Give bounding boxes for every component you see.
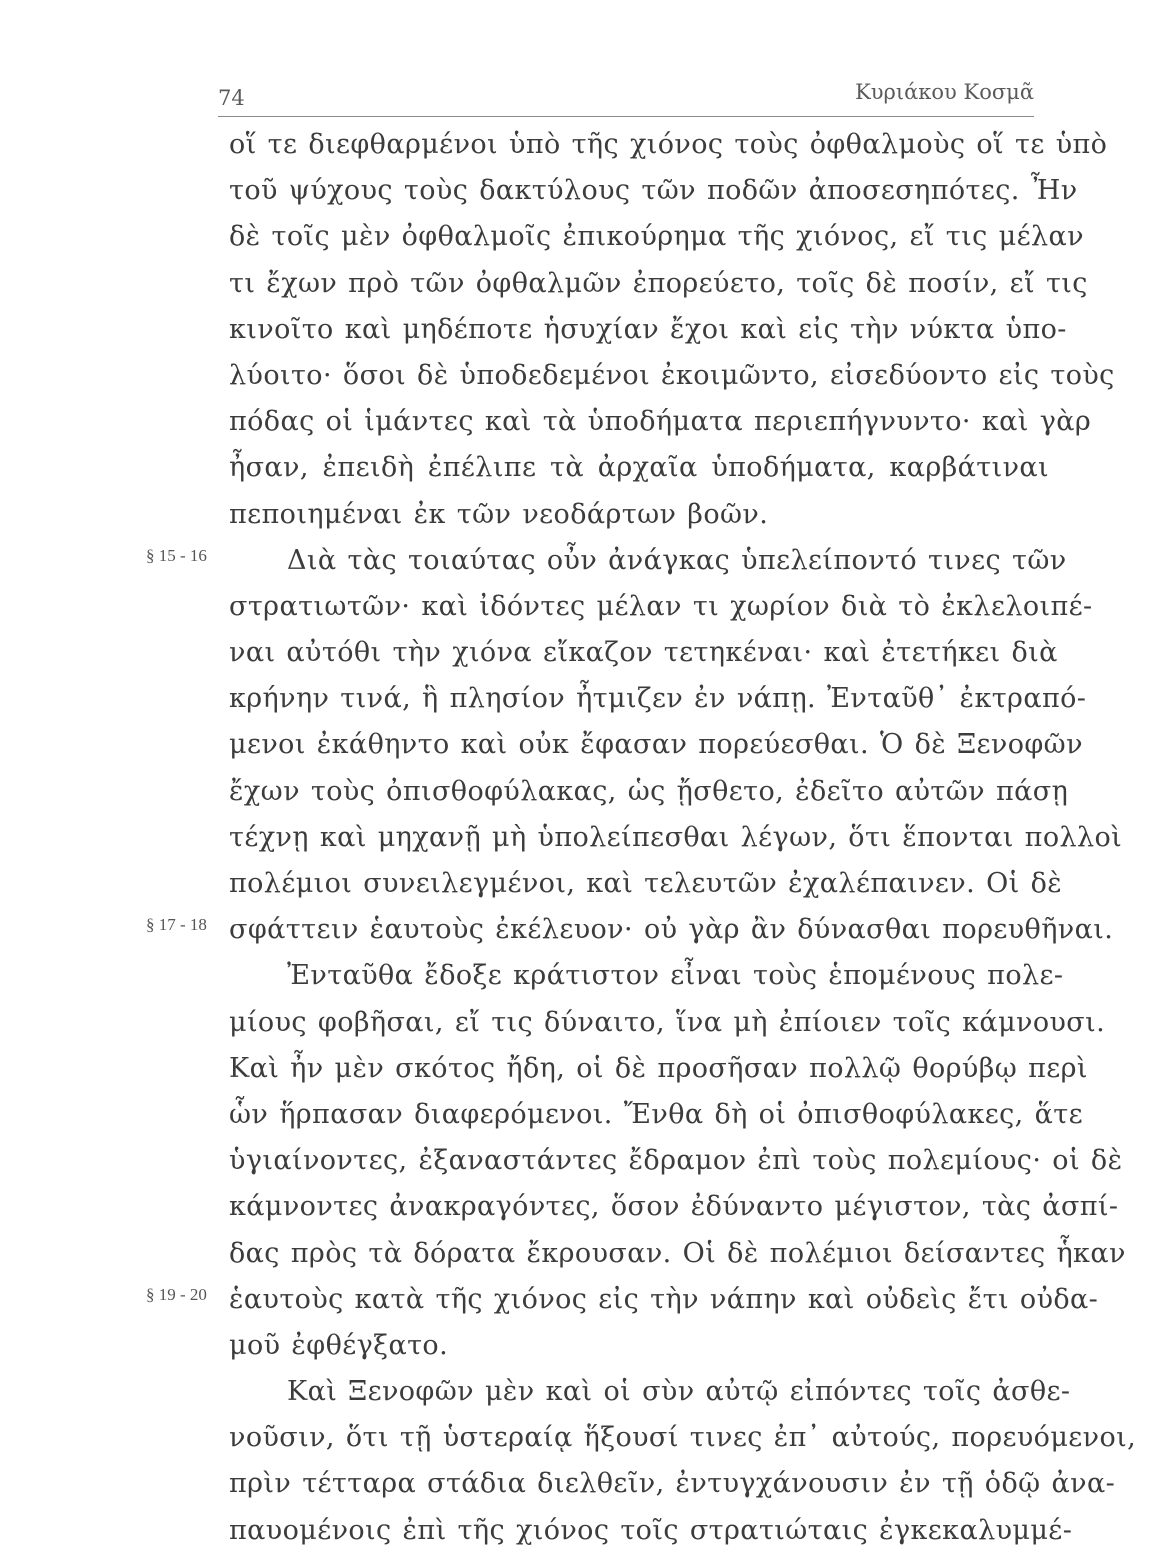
text-line: πεποιημέναι ἐκ τῶν νεοδάρτων βοῶν.	[229, 498, 769, 530]
text-line: ὧν ἥρπασαν διαφερόμενοι. Ἔνθα δὴ οἱ ὀπισθοφύλακες, ἅτε	[229, 1098, 1083, 1130]
text-line: μίους φοβῆσαι, εἴ τις δύναιτο, ἵνα μὴ ἐπίοιεν τοῖς κάμνουσι.	[229, 1006, 1106, 1038]
page-number: 74	[218, 86, 245, 110]
text-line: κρήνην τινά, ἣ πλησίον ἦτμιζεν ἐν νάπῃ. Ἐνταῦθ᾽ ἐκτραπό-	[229, 683, 1087, 715]
text-line: Ἐνταῦθα ἔδοξε κράτιστον εἶναι τοὺς ἑπομένους πολε-	[287, 960, 1064, 992]
text-line: δὲ τοῖς μὲν ὀφθαλμοῖς ἐπικούρημα τῆς χιόνος, εἴ τις μέλαν	[229, 221, 1084, 253]
text-line: οἵ τε διεφθαρμένοι ὑπὸ τῆς χιόνος τοὺς ὀφθαλμοὺς οἵ τε ὑπὸ	[229, 129, 1108, 160]
text-line: ἔχων τοὺς ὀπισθοφύλακας, ὡς ᾔσθετο, ἐδεῖτο αὐτῶν πάσῃ	[229, 775, 1069, 807]
body-text	[229, 122, 1137, 1554]
text-line: μοῦ ἐφθέγξατο.	[229, 1329, 449, 1361]
running-header	[218, 72, 1034, 117]
text-line: κάμνοντες ἀνακραγόντες, ὅσον ἐδύναντο μέγιστον, τὰς ἀσπί-	[229, 1191, 1119, 1223]
text-line: ἑαυτοὺς κατὰ τῆς χιόνος εἰς τὴν νάπην καὶ οὐδεὶς ἔτι οὐδα-	[229, 1283, 1099, 1315]
text-line: δας πρὸς τὰ δόρατα ἔκρουσαν. Οἱ δὲ πολέμιοι δείσαντες ἧκαν	[229, 1237, 1126, 1269]
text-line: σφάττειν ἑαυτοὺς ἐκέλευον· οὐ γὰρ ἂν δύνασθαι πορευθῆναι.	[229, 914, 1114, 946]
text-line: τέχνῃ καὶ μηχανῇ μὴ ὑπολείπεσθαι λέγων, ὅτι ἕπονται πολλοὶ	[229, 821, 1123, 853]
text-line: πόδας οἱ ἱμάντες καὶ τὰ ὑποδήματα περιεπήγνυντο· καὶ γὰρ	[229, 406, 1092, 438]
section-reference: § 15 - 16	[146, 545, 207, 565]
text-line: πολέμιοι συνειλεγμένοι, καὶ τελευτῶν ἐχαλέπαινεν. Οἱ δὲ	[229, 868, 1063, 899]
text-line: τοῦ ψύχους τοὺς δακτύλους τῶν ποδῶν ἀποσεσηπότες. Ἦν	[229, 175, 1078, 207]
text-line: ὑγιαίνοντες, ἐξαναστάντες ἔδραμον ἐπὶ τοὺς πολεμίους· οἱ δὲ	[229, 1145, 1123, 1177]
text-line: στρατιωτῶν· καὶ ἰδόντες μέλαν τι χωρίον διὰ τὸ ἐκλελοιπέ-	[229, 590, 1093, 622]
section-reference: § 17 - 18	[146, 915, 207, 935]
text-line: Διὰ τὰς τοιαύτας οὖν ἀνάγκας ὑπελείποντό τινες τῶν	[287, 544, 1067, 576]
text-line: Καὶ Ξενοφῶν μὲν καὶ οἱ σὺν αὐτῷ εἰπόντες τοῖς ἀσθε-	[287, 1376, 1071, 1408]
text-line: τι ἔχων πρὸ τῶν ὀφθαλμῶν ἐπορεύετο, τοῖς δὲ ποσίν, εἴ τις	[229, 267, 1088, 299]
text-line: ἦσαν, ἐπειδὴ ἐπέλιπε τὰ ἀρχαῖα ὑποδήματα, καρβάτιναι	[229, 452, 1049, 484]
text-line: νοῦσιν, ὅτι τῇ ὑστεραίᾳ ἥξουσί τινες ἐπ᾽ αὐτούς, πορευόμενοι,	[229, 1422, 1137, 1454]
text-line: λύοιτο· ὅσοι δὲ ὑποδεδεμένοι ἐκοιμῶντο, εἰσεδύοντο εἰς τοὺς	[229, 359, 1115, 391]
text-line: παυομένοις ἐπὶ τῆς χιόνος τοῖς στρατιώταις ἐγκεκαλυμμέ-	[229, 1514, 1073, 1546]
text-line: πρὶν τέτταρα στάδια διελθεῖν, ἐντυγχάνουσιν ἐν τῇ ὁδῷ ἀνα-	[229, 1468, 1116, 1500]
text-line: κινοῖτο καὶ μηδέποτε ἡσυχίαν ἔχοι καὶ εἰς τὴν νύκτα ὑπο-	[229, 313, 1067, 345]
running-title: Κυριάκου Κοσμᾶ	[855, 80, 1034, 104]
text-line: ναι αὐτόθι τὴν χιόνα εἴκαζον τετηκέναι· καὶ ἐτετήκει διὰ	[229, 637, 1058, 669]
section-reference: § 19 - 20	[146, 1285, 207, 1304]
text-line: μενοι ἐκάθηντο καὶ οὐκ ἔφασαν πορεύεσθαι. Ὁ δὲ Ξενοφῶν	[229, 729, 1083, 761]
text-line: Καὶ ἦν μὲν σκότος ἤδη, οἱ δὲ προσῆσαν πολλῷ θορύβῳ περὶ	[229, 1052, 1088, 1084]
